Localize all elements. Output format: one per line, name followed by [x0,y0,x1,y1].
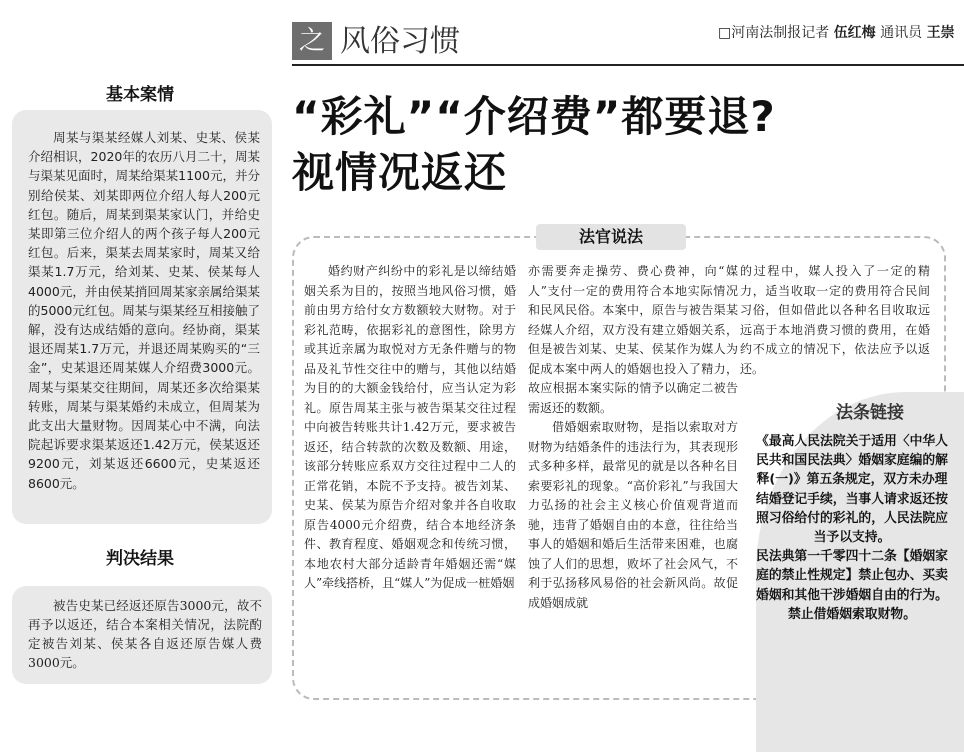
commentary-paragraph: 亦需要奔走操劳、费心费神，向“媒人”支付一定的费用符合本地实际情况和民风民俗。本案中，原告与被告渠某经媒人介绍，双方没有建立婚姻关系，但是被告刘某、史某、侯某作为媒人为促成本案中两人的婚姻也投入了精力，故应根据本案实际的情予以确定二被告需返还的数额。 [528,264,738,415]
law-paragraph-1: 《最高人民法院关于适用〈中华人民共和国民法典〉婚姻家庭编的解释(一)》第五条规定，双方未办理结婚登记手续，当事人请求返还按照习俗给付的彩礼的，人民法院应当予以支持。 [756,434,948,546]
headline-line-1: “彩礼”“介绍费”都要退? [292,92,776,141]
verdict-box [12,586,272,684]
section-title: 风俗习惯 [340,24,460,59]
reporter-name: 伍红梅 [833,25,876,41]
commentary-paragraph: 婚约财产纠纷中的彩礼是以缔结婚姻关系为目的，按照当地风俗习惯，婚前由男方给付女方数额较大财物。对于彩礼范畴，依据彩礼的意图性，除男方或其近亲属为取悦对方无条件赠与的物品及礼节性交往中的赠与，其他以结婚为目的的大额金钱给付，应当认定为彩礼。原告周某主张与被告渠某交往过程中向被告转账共计1.42万元，要求被告返还，结合转款的次数及数额、用途，该部分转账应系双方交往过程中二人的正常花销，本院不予支持。被告刘某、史某、侯某为原告介绍对象并各自收取原告4000元介绍费，结合本地经济条件、教育程度、婚姻观念和传统习惯，本地农村大部分适龄青年婚姻还需“媒人”牵线搭桥，且“媒人”为促成一桩婚姻 [304,264,516,590]
basic-case-text: 周某与渠某经媒人刘某、史某、侯某介绍相识，2020年的农历八月二十，周某与渠某见面时，周某给渠某1100元，并分别给侯某、刘某即两位介绍人每人200元红包。随后，周某到渠某家认门，并给史某即第三位介绍人的两个孩子每人200元红包。后来，渠某去周某家时，周某又给渠某1.7万元，给刘某、史某、侯某每人4000元，并由侯某捎回周某家亲属给渠某的5000元红包。周某与渠某经互相接触了解，没有达成结婚的意向。经协商，渠某退还周某1.7万元，并退还周某购买的“三金”，史某退还周某媒人介绍费3000元。周某与渠某交往期间，周某还多次给渠某转账，周某与渠某婚约未成立，但周某为此支出大量财物。因周某心中不满，向法院起诉要求渠某返还1.42万元，侯某返还9200元，刘某返还6600元，史某返还8600元。 [28,130,260,491]
section-badge: 之 [292,22,332,60]
commentary-column-1 [304,262,516,594]
judge-commentary-heading: 法官说法 [536,224,686,250]
byline-prefix: □河南法制报记者 [718,25,830,41]
header-divider [292,64,964,66]
law-paragraph-2: 民法典第一千零四十二条【婚姻家庭的禁止性规定】禁止包办、买卖婚姻和其他干涉婚姻自由的行为。禁止借婚姻索取财物。 [756,549,948,622]
basic-case-heading: 基本案情 [106,85,174,105]
law-link-heading: 法条链接 [836,403,904,423]
verdict-text: 被告史某已经返还原告3000元，故不再予以返还，结合本案相关情况，法院酌定被告刘某、侯某各自返还原告媒人费3000元。 [28,598,262,670]
law-link-text [752,432,952,624]
verdict-heading: 判决结果 [106,549,174,569]
commentary-paragraph: 的过程中，媒人投入了一定的精力，适当收取一定的费用符合民间习俗，但如借此以各种名目收取远远高于本地消费习惯的费用，在婚约不成立的情况下，依法应予以返还。 [740,264,930,376]
commentary-column-3 [740,262,930,379]
headline-line-2: 视情况返还 [292,148,508,197]
byline-mid: 通讯员 [880,25,923,41]
commentary-paragraph: 借婚姻索取财物，是指以索取对方财物为结婚条件的违法行为，其表现形式多种多样，最常见的就是以各种名目索要彩礼的现象。“高价彩礼”与我国大力弘扬的社会主义核心价值观背道而驰，违背了婚姻自由的本意，往往给当事人的婚姻和婚后生活带来困难，也腐蚀了人们的思想，败坏了社会风气，不利于弘扬移风易俗的社会新风尚。故促成婚姻成就 [528,420,738,610]
byline [718,24,958,42]
basic-case-box [12,110,272,524]
commentary-column-2 [528,262,738,613]
correspondent-name: 王崇 [926,25,955,41]
